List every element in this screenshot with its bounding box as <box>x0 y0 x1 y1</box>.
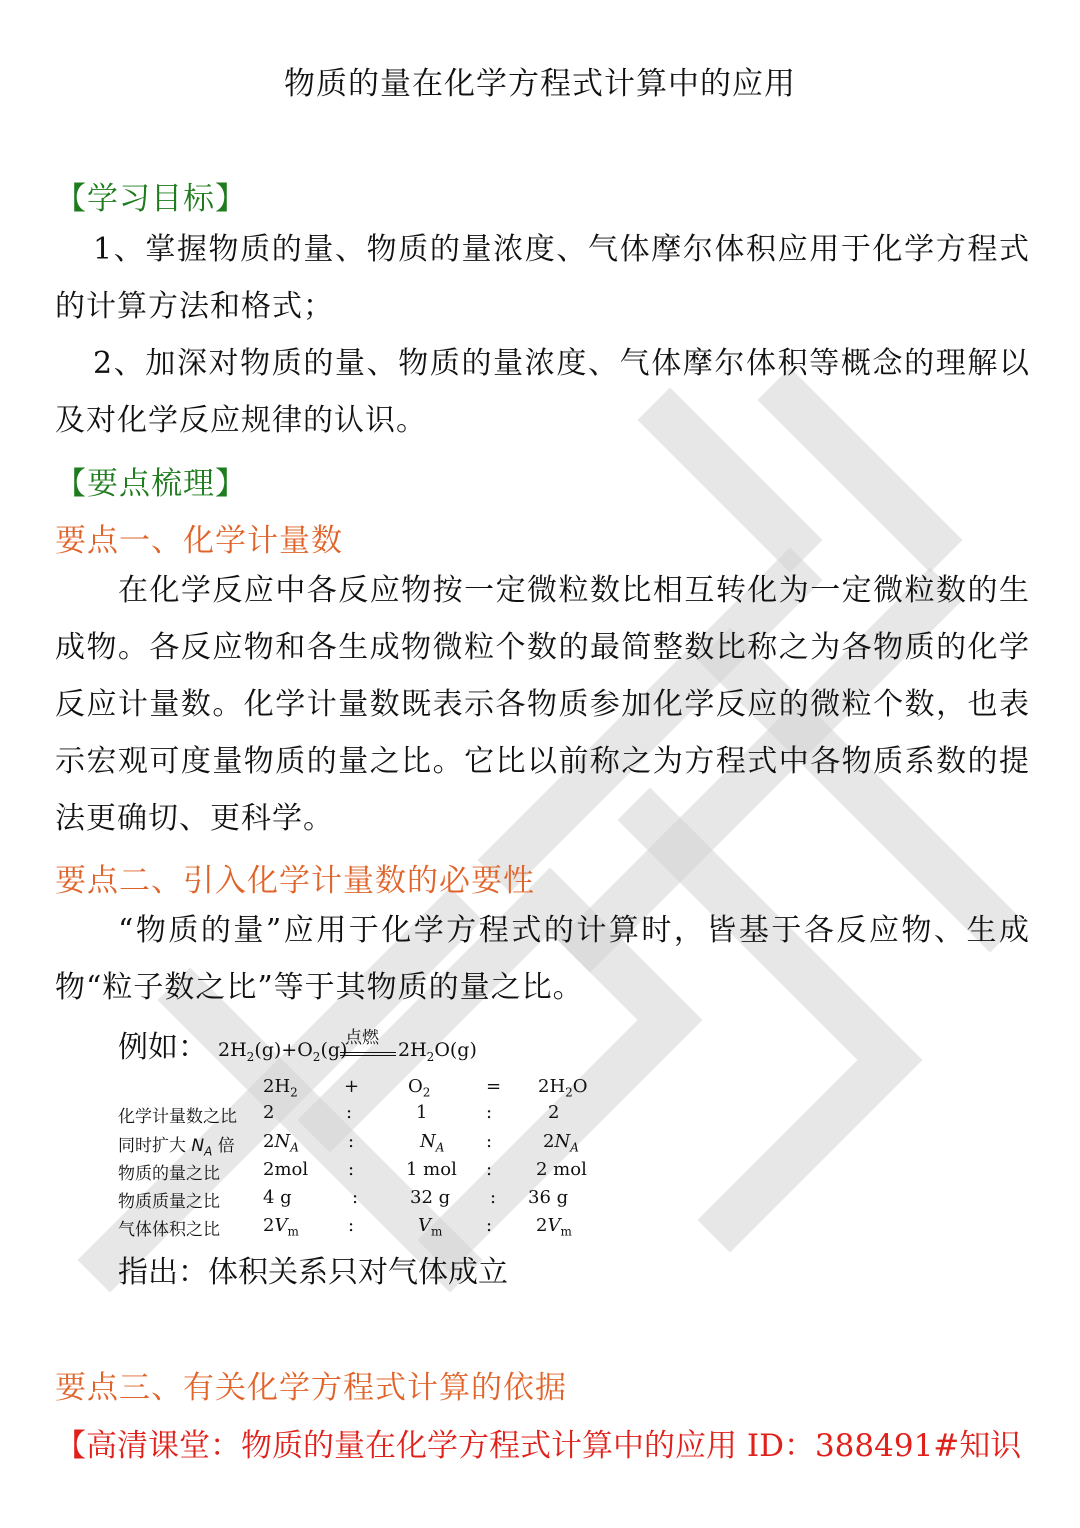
document-title: 物质的量在化学方程式计算中的应用 <box>284 66 796 102</box>
row-cell: 1 mol <box>406 1159 457 1180</box>
stoichiometry-table <box>118 1070 618 1250</box>
header-product: $2H_2O$ <box>538 1076 588 1100</box>
row-separator: : <box>348 1159 355 1180</box>
table-row <box>118 1215 618 1243</box>
point2-title: 要点二、引入化学计量数的必要性 <box>55 863 535 899</box>
row-separator: : <box>348 1215 355 1236</box>
row-label: 物质质量之比 <box>118 1192 220 1212</box>
header-reactant1: $2H_2$ <box>263 1076 298 1100</box>
row-cell: 1 <box>416 1102 428 1123</box>
equation-left: $2H_2(g)+O_2(g)$ <box>218 1039 348 1064</box>
example-label: 例如： <box>118 1030 208 1065</box>
equation-equals-line <box>340 1052 396 1053</box>
row-separator: : <box>486 1102 493 1123</box>
point1-text: 在化学反应中各反应物按一定微粒数比相互转化为一定微粒数的生成物。各反应物和各生成物微粒个数的最简整数比称之为各物质的化学反应计量数。化学计量数既表示各物质参加化学反应的微粒个数，也表示宏观可度量物质的量之比。它比以前称之为方程式中各物质系数的提法更确切、更科学。 <box>55 573 1030 836</box>
row-cell: 36 g <box>528 1187 569 1208</box>
row-cell: $2V_m$ <box>263 1215 299 1239</box>
row-separator: : <box>348 1131 355 1152</box>
header-equals: = <box>486 1076 502 1097</box>
row-cell: $2N_A$ <box>543 1131 579 1155</box>
keypoints-heading: 【要点梳理】 <box>55 466 247 502</box>
row-label: 同时扩大 $N_A$ 倍 <box>118 1136 235 1159</box>
table-row <box>118 1187 618 1215</box>
row-cell: 2 <box>263 1102 275 1123</box>
row-cell: $N_A$ <box>420 1131 445 1155</box>
row-label: 气体体积之比 <box>118 1220 220 1240</box>
equation-condition: 点燃 <box>345 1028 379 1048</box>
row-cell: $2V_m$ <box>536 1215 572 1239</box>
row-separator: : <box>352 1187 359 1208</box>
row-separator: : <box>346 1102 353 1123</box>
equation-right: $2H_2O(g)$ <box>398 1039 477 1064</box>
objective-item-2: 2、加深对物质的量、物质的量浓度、气体摩尔体积等概念的理解以及对化学反应规律的认识。 <box>55 346 1030 438</box>
footer-classroom-link[interactable]: 【高清课堂：物质的量在化学方程式计算中的应用 ID：388491#知识 <box>55 1428 1022 1464</box>
point1-title: 要点一、化学计量数 <box>55 523 343 559</box>
row-cell: 2 <box>548 1102 560 1123</box>
row-separator: : <box>490 1187 497 1208</box>
row-cell: 32 g <box>410 1187 451 1208</box>
objective-item-1: 1、掌握物质的量、物质的量浓度、气体摩尔体积应用于化学方程式的计算方法和格式； <box>55 232 1030 324</box>
row-label: 化学计量数之比 <box>118 1107 237 1127</box>
header-reactant2: $O_2$ <box>408 1076 431 1100</box>
row-cell: 2 mol <box>536 1159 587 1180</box>
table-row <box>118 1102 618 1130</box>
row-cell: 4 g <box>263 1187 292 1208</box>
row-separator: : <box>486 1131 493 1152</box>
chemical-equation <box>218 1025 518 1075</box>
table-row <box>118 1159 618 1187</box>
row-cell: 2mol <box>263 1159 309 1180</box>
objectives-heading: 【学习目标】 <box>55 181 247 217</box>
row-separator: : <box>486 1159 493 1180</box>
table-row <box>118 1131 618 1159</box>
equation-equals-line <box>340 1055 396 1056</box>
row-label: 物质的量之比 <box>118 1164 220 1184</box>
header-plus: + <box>344 1076 360 1097</box>
note-text: 指出：体积关系只对气体成立 <box>118 1255 508 1290</box>
row-cell: $V_m$ <box>418 1215 443 1239</box>
row-separator: : <box>486 1215 493 1236</box>
row-cell: $2N_A$ <box>263 1131 299 1155</box>
point3-title: 要点三、有关化学方程式计算的依据 <box>55 1370 567 1406</box>
point2-text: “物质的量”应用于化学方程式的计算时，皆基于各反应物、生成物“粒子数之比”等于其物质的量之比。 <box>55 913 1030 1005</box>
table-header-row <box>118 1076 618 1104</box>
